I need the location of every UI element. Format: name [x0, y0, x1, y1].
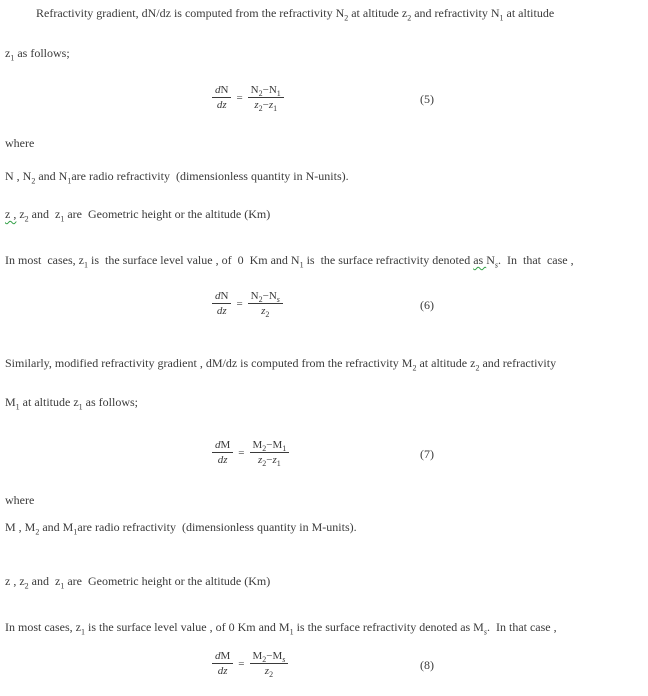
- rhs-fraction: [250, 439, 290, 469]
- lhs-fraction: [212, 84, 231, 111]
- numerator: $N_2-N_s$: [248, 290, 283, 304]
- surface-case-n-line: In most cases, $z_1$ is the surface level value , of 0 Km and $N_1$ is the surface refractivity denoted as $N_s$. In that case ,: [5, 253, 574, 270]
- equals-sign: =: [238, 446, 245, 459]
- denominator: $z_2-z_1$: [254, 99, 278, 114]
- where-label-1: where: [5, 136, 35, 150]
- equation-number: (6): [420, 298, 434, 312]
- lhs-fraction: [212, 650, 233, 677]
- lhs-fraction: [212, 290, 231, 317]
- numerator: dN: [212, 290, 231, 304]
- numerator: $M_2-M_s$: [250, 650, 289, 664]
- equation-8: [0, 650, 648, 682]
- m-definition-line: M , $M_2$ and $M_1are$ radio refractivity (dimensionless quantity in M-units).: [5, 520, 357, 537]
- denominator: $z_2$: [261, 305, 270, 320]
- numerator: $N_2-N_1$: [248, 84, 284, 98]
- denominator: dz: [216, 305, 227, 317]
- equation-7-body: [212, 439, 289, 469]
- equation-6-body: [212, 290, 283, 320]
- denominator: $z_2$: [264, 665, 274, 680]
- denominator: dz: [217, 665, 228, 677]
- equation-6: [0, 290, 648, 322]
- equation-7: [0, 439, 648, 471]
- equation-number: (8): [420, 658, 434, 672]
- numerator: $M_2-M_1$: [250, 439, 290, 453]
- equals-sign: =: [236, 297, 243, 310]
- n-definition-line: N , $N_2$ and $N_1are$ radio refractivity (dimensionless quantity in N-units).: [5, 169, 349, 186]
- rhs-fraction: [248, 290, 283, 320]
- paragraph-2-line-1: Similarly, modified refractivity gradient , dM/dz is computed from the refractivity $M_2$ at altitude $z_2$ and refractivity: [5, 356, 557, 373]
- paragraph-2-line-2: $M_1$ at altitude $z_1$ as follows;: [5, 395, 138, 412]
- surface-case-m-line: In most cases, $z_1$ is the surface level value , of 0 Km and $M_1$ is the surface refractivity denoted as $M_s$. In that case ,: [5, 620, 557, 637]
- equals-sign: =: [236, 91, 243, 104]
- z-definition-line-2: z , $z_2$ and $z_1$ are Geometric height or the altitude (Km): [5, 574, 271, 591]
- where-label-2: where: [5, 493, 35, 507]
- equation-8-body: [212, 650, 288, 680]
- paragraph-1-line-2: $z_1$ as follows;: [5, 46, 70, 63]
- denominator: $z_2-z_1$: [257, 454, 281, 469]
- equation-5: [0, 84, 648, 116]
- denominator: dz: [216, 99, 227, 111]
- rhs-fraction: [248, 84, 284, 114]
- numerator: dN: [212, 84, 231, 98]
- lhs-fraction: [212, 439, 233, 466]
- paragraph-1-line-1: Refractivity gradient, dN/dz is computed from the refractivity $N_2$ at altitude $z_2$ and refractivity $N_1$ at altitude: [36, 6, 555, 23]
- rhs-fraction: [250, 650, 289, 680]
- equation-number: (5): [420, 92, 434, 106]
- equals-sign: =: [238, 657, 245, 670]
- numerator: dM: [212, 650, 233, 664]
- numerator: dM: [212, 439, 233, 453]
- equation-number: (7): [420, 447, 434, 461]
- equation-5-body: [212, 84, 284, 114]
- denominator: dz: [217, 454, 228, 466]
- z-definition-line-1: z , $z_2$ and $z_1$ are Geometric height or the altitude (Km): [5, 207, 271, 224]
